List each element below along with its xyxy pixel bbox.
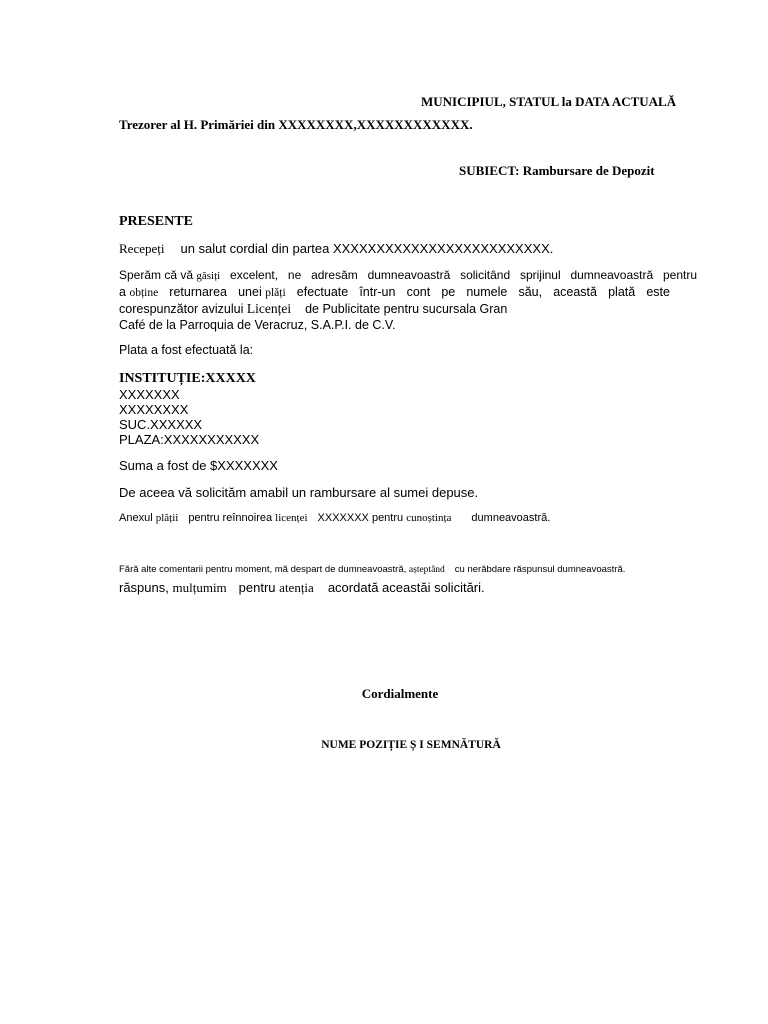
institution-label: INSTITUȚIE:XXXXX: [119, 371, 256, 386]
paragraph-line-4: Café de la Parroquia de Veracruz, S.A.P.I. de C.V.: [119, 318, 396, 332]
annex-line: [119, 512, 550, 524]
p-word: returnarea: [169, 285, 227, 299]
closing-line-2: [119, 580, 485, 596]
p-word: dumneavoastră: [367, 268, 451, 282]
a-word: Anexul: [119, 512, 153, 524]
detail-line: SUC.XXXXXX: [119, 417, 203, 432]
paragraph-line-1: [119, 268, 697, 282]
refund-request: De aceea vă solicităm amabil un rambursare al sumei depuse.: [119, 485, 479, 500]
p-word: de Publicitate pentru sucursala Gran: [305, 302, 508, 316]
recipient-line: Trezorer al H. Primăriei din XXXXXXXX,XXXXXXXXXXXX.: [119, 117, 473, 132]
p-word: această: [553, 285, 597, 299]
p-word: ne: [287, 268, 302, 282]
p-word: adresăm: [311, 268, 358, 282]
header-location-date: MUNICIPIUL, STATUL la DATA ACTUALĂ: [421, 94, 677, 109]
c-word: atenția: [279, 580, 314, 595]
detail-line: XXXXXXX: [119, 387, 180, 402]
greeting-word: Recepeți: [119, 241, 165, 256]
p-word: său,: [518, 285, 543, 299]
a-word: dumneavoastră.: [471, 512, 551, 524]
p-word: unei: [238, 285, 262, 299]
p-word: Sperăm că vă: [119, 268, 194, 282]
c-word: acordată aceastăi solicitări.: [327, 580, 485, 595]
a-word: licenței: [275, 512, 308, 524]
c-word: cu nerăbdare răspunsul dumneavoastră.: [454, 564, 626, 575]
detail-line: XXXXXXXX: [119, 402, 189, 417]
payment-intro: Plata a fost efectuată la:: [119, 343, 254, 357]
a-word: XXXXXXX pentru: [317, 512, 404, 524]
p-word: excelent,: [230, 268, 279, 282]
p-word: într-un: [359, 285, 396, 299]
c-word: Fără alte comentarii pentru moment, mă despart de dumneavoastră,: [119, 564, 407, 575]
p-word: obține: [129, 287, 159, 299]
c-word: așteptând: [408, 565, 445, 575]
p-word: efectuate: [296, 285, 349, 299]
a-word: cunoștința: [406, 512, 452, 524]
c-word: pentru: [238, 580, 276, 595]
p-word: solicitând: [460, 268, 511, 282]
p-word: Licenței: [246, 301, 292, 316]
paragraph-line-2: [119, 285, 670, 299]
p-word: dumneavoastră: [570, 268, 654, 282]
paragraph-line-3: [119, 301, 697, 317]
p-word: găsiți: [196, 270, 221, 282]
c-word: răspuns,: [119, 580, 169, 595]
p-word: a: [119, 285, 126, 299]
a-word: pentru reînnoirea: [188, 512, 273, 524]
greeting-rest: un salut cordial din partea XXXXXXXXXXXXXXXXXXXXXXXXX.: [180, 241, 554, 256]
amount-line: Suma a fost de $XXXXXXX: [119, 458, 278, 473]
signature-line: NUME POZIȚIE Ș I SEMNĂTURĂ: [321, 739, 501, 751]
salutation: PRESENTE: [119, 214, 193, 229]
p-word: pentru: [662, 268, 697, 282]
p-word: este: [646, 285, 670, 299]
p-word: numele: [466, 285, 508, 299]
subject-line: SUBIECT: Rambursare de Depozit: [459, 163, 655, 178]
greeting-line: [119, 241, 553, 257]
a-word: plății: [155, 512, 179, 524]
p-word: pe: [441, 285, 456, 299]
p-word: cont: [406, 285, 431, 299]
p-word: plată: [608, 285, 636, 299]
p-word: corespunzător avizului: [119, 302, 244, 316]
detail-line: PLAZA:XXXXXXXXXXX: [119, 432, 260, 447]
p-word: plăți: [265, 287, 286, 299]
p-word: sprijinul: [519, 268, 561, 282]
closing-line-1: [119, 564, 625, 575]
regards: Cordialmente: [361, 686, 439, 701]
c-word: mulțumim: [172, 580, 227, 595]
